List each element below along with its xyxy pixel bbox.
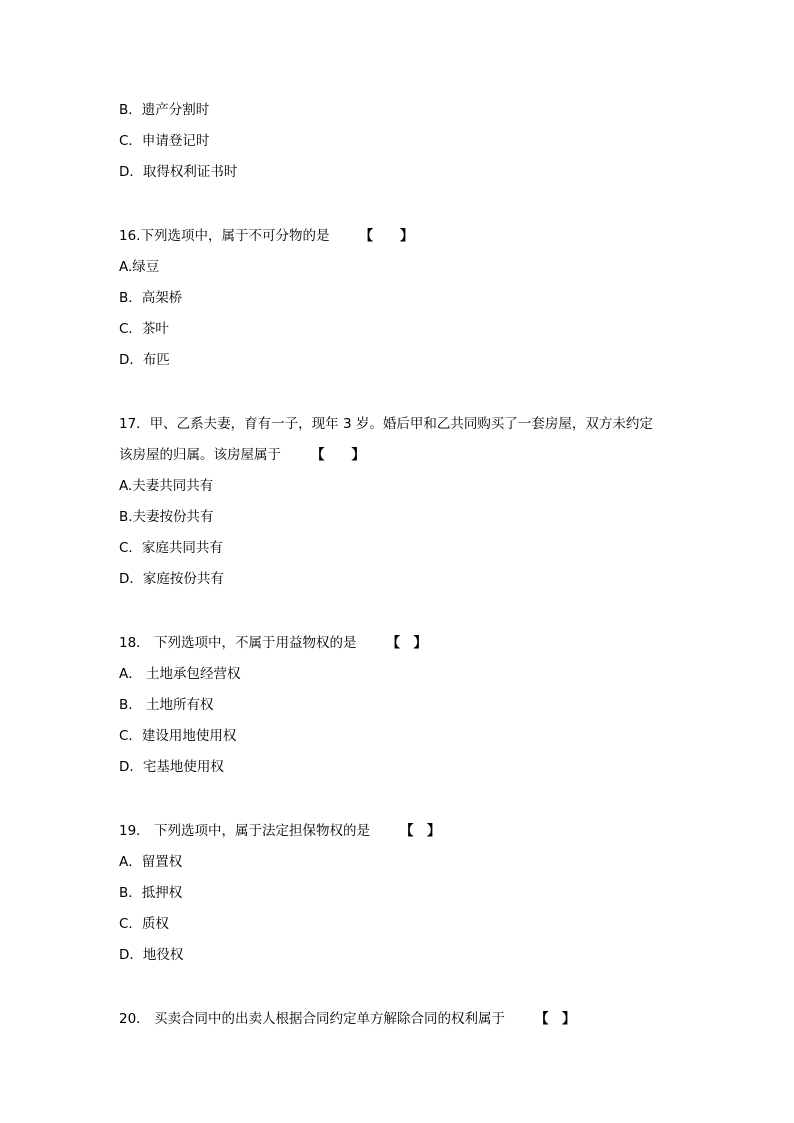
q15-options (119, 100, 679, 182)
option-c: C．家庭共同共有 (119, 540, 223, 556)
option-a: A． 土地承包经营权 (119, 666, 241, 682)
option-d: D．家庭按份共有 (119, 571, 224, 587)
option-d: D．地役权 (119, 947, 184, 963)
option-b: B． 土地所有权 (119, 697, 214, 713)
question-18 (119, 633, 679, 653)
exam-page (119, 100, 679, 1029)
question-text: 16.下列选项中，属于不可分物的是 (119, 228, 330, 244)
option-c: C．建设用地使用权 (119, 728, 237, 744)
option-c: C．质权 (119, 916, 169, 932)
answer-bracket: 【 】 (386, 635, 427, 651)
option-d: D．取得权利证书时 (119, 164, 238, 180)
option-b: B．遗产分割时 (119, 102, 210, 118)
option-c: C．申请登记时 (119, 133, 210, 149)
option-a: A.夫妻共同共有 (119, 478, 214, 494)
option-c: C．茶叶 (119, 321, 169, 337)
question-text: 该房屋的归属。该房屋属于 (119, 447, 281, 463)
answer-bracket: 【 】 (359, 228, 414, 244)
option-a: A.绿豆 (119, 259, 160, 275)
answer-bracket: 【 】 (534, 1011, 576, 1027)
option-b: B．抵押权 (119, 885, 183, 901)
option-b: B.夫妻按份共有 (119, 509, 214, 525)
answer-bracket: 【 】 (311, 447, 365, 463)
question-text: 20． 买卖合同中的出卖人根据合同约定单方解除合同的权利属于 (119, 1011, 505, 1027)
question-19 (119, 821, 679, 841)
question-17: 17．甲、乙系夫妻，育有一子，现年 3 岁。婚后甲和乙共同购买了一套房屋，双方未约定 (119, 416, 653, 432)
answer-bracket: 【 】 (399, 823, 441, 839)
option-d: D．布匹 (119, 352, 170, 368)
question-17-continued (119, 445, 679, 465)
option-b: B．高架桥 (119, 290, 183, 306)
option-d: D．宅基地使用权 (119, 759, 224, 775)
question-text: 18． 下列选项中，不属于用益物权的是 (119, 635, 357, 651)
question-20 (119, 1009, 679, 1029)
option-a: A．留置权 (119, 854, 183, 870)
question-16 (119, 226, 679, 246)
question-text: 19． 下列选项中，属于法定担保物权的是 (119, 823, 370, 839)
